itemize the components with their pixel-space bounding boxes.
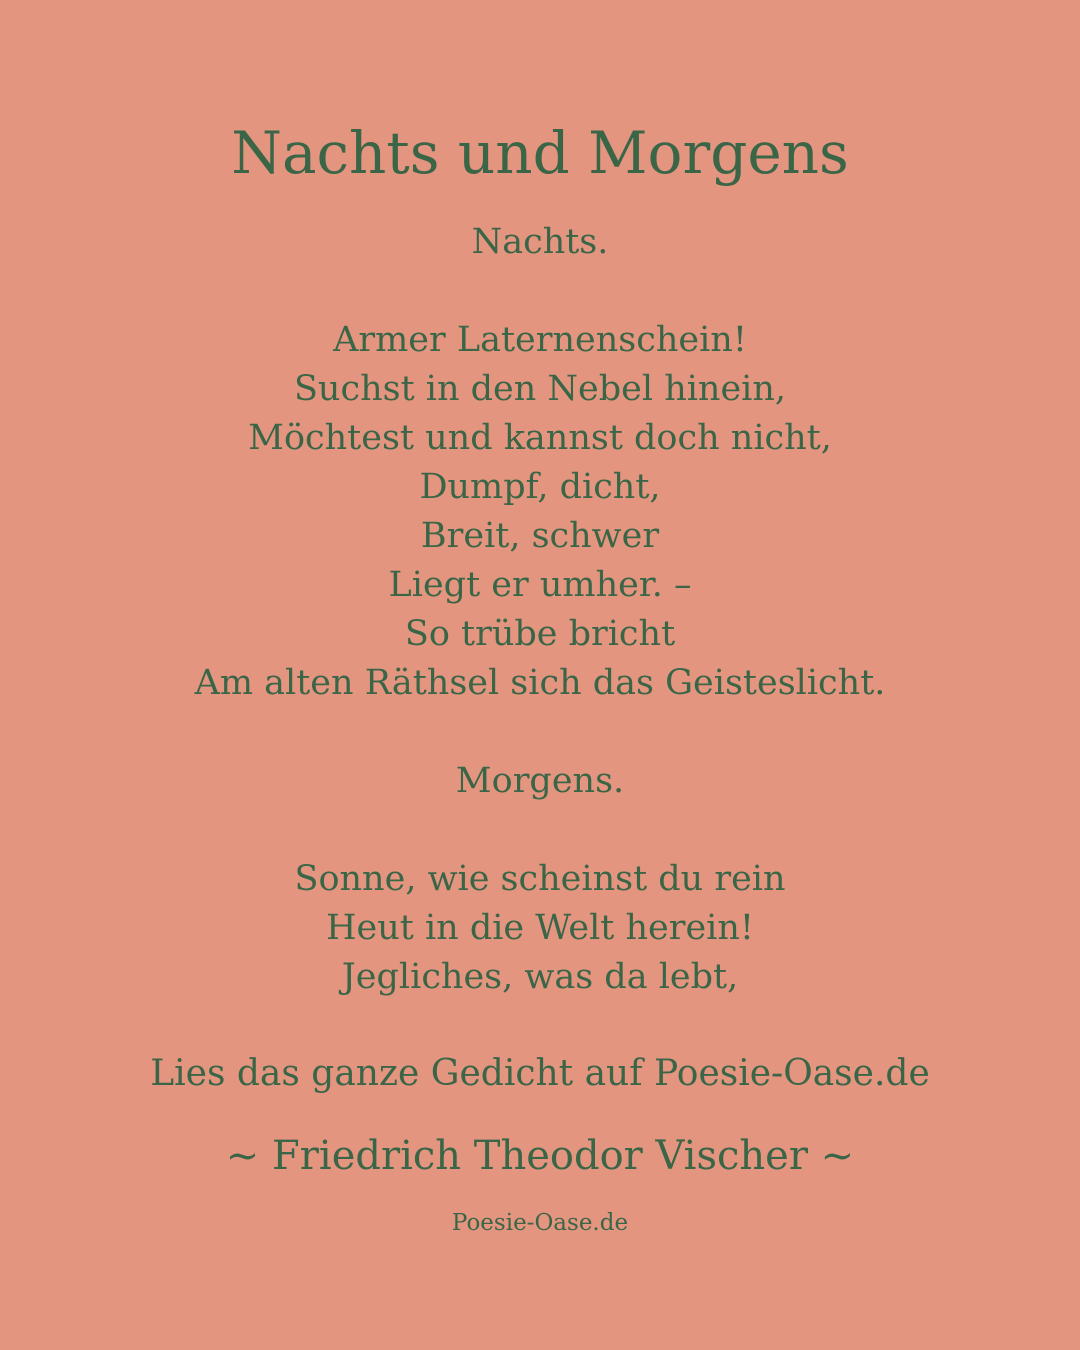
poem-line: Breit, schwer <box>420 516 660 556</box>
site-watermark: Poesie-Oase.de <box>451 1210 629 1236</box>
poem-line: Dumpf, dicht, <box>419 467 661 507</box>
poem-text <box>0 218 1080 1002</box>
poem-line: So trübe bricht <box>404 614 676 654</box>
poem-line: Nachts. <box>471 222 609 262</box>
poem-line <box>0 806 1080 855</box>
poem-line: Jegliches, was da lebt, <box>341 957 739 997</box>
poem-line: Armer Laternenschein! <box>333 320 747 360</box>
poem-line: Suchst in den Nebel hinein, <box>293 369 787 409</box>
poem-line: Möchtest und kannst doch nicht, <box>248 418 832 458</box>
poem-line: Heut in die Welt herein! <box>326 908 754 948</box>
poem-line <box>0 267 1080 316</box>
poem-line: Morgens. <box>455 761 625 801</box>
poem-line: Sonne, wie scheinst du rein <box>294 859 786 899</box>
poem-line <box>0 708 1080 757</box>
poem-line: Am alten Räthsel sich das Geisteslicht. <box>194 663 886 703</box>
poem-author: ~ Friedrich Theodor Vischer ~ <box>225 1133 855 1179</box>
poem-title: Nachts und Morgens <box>231 119 849 187</box>
read-full-poem-text: Lies das ganze Gedicht auf Poesie-Oase.de <box>150 1053 930 1094</box>
poem-line: Liegt er umher. – <box>388 565 692 605</box>
